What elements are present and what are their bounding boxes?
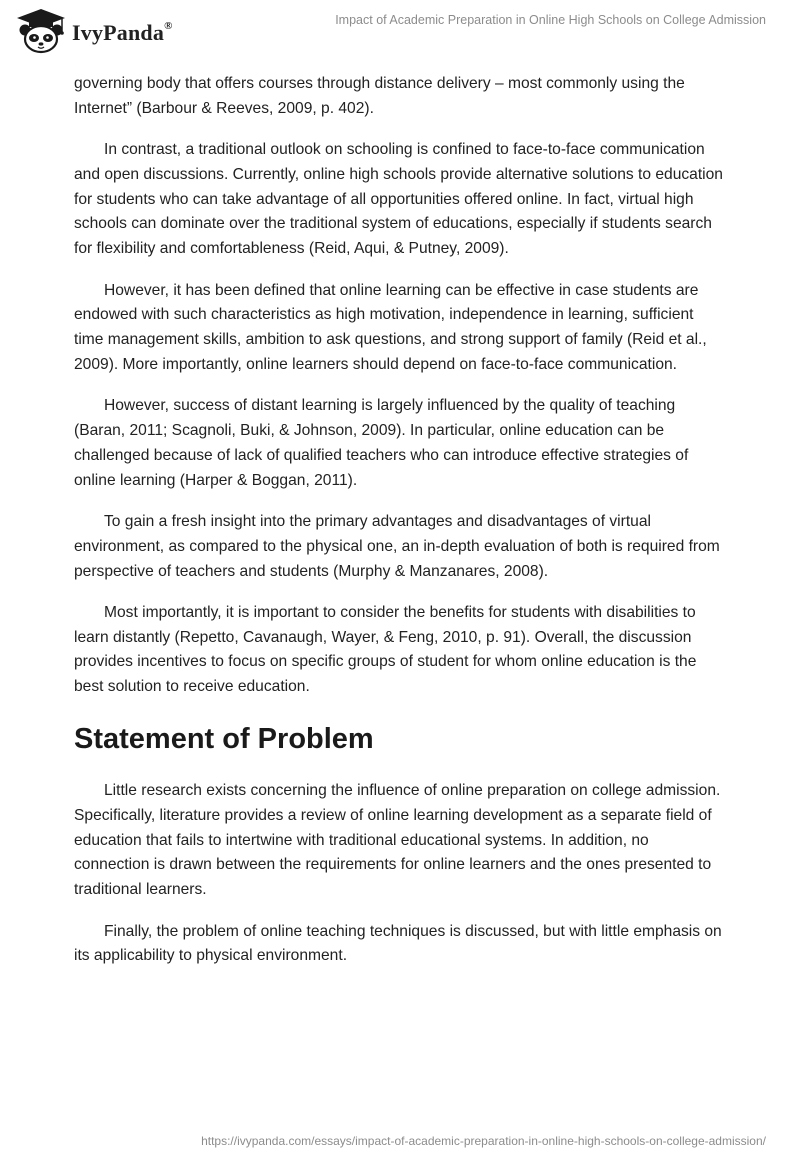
paragraph: However, success of distant learning is largely influenced by the quality of teaching (Baran, 2011; Scagnoli, Buki, & Johnson, 2009). In particular, online education can be challenged because of lack of qualified teachers who can introduce effective strategies of online learning (Harper & Boggan, 2011). — [74, 397, 689, 489]
section-heading: Statement of Problem — [74, 723, 374, 756]
paragraph: Most importantly, it is important to consider the benefits for students with disabilities to learn distantly (Repetto, Cavanaugh, Wayer, & Feng, 2010, p. 91). Overall, the discussion provides incentives to focus on specific groups of student for whom online education is the best solution to receive education. — [74, 603, 697, 696]
page-header — [0, 0, 800, 64]
panda-graduate-icon — [14, 8, 68, 54]
paragraph: However, it has been defined that online learning can be effective in case students are endowed with such characteristics as high motivation, independence in learning, sufficient time management skills, ambition to ask questions, and strong support of family (Reid et al., 2009). More importantly, online learners should depend on face-to-face communication. — [74, 281, 707, 373]
source-url[interactable]: https://ivypanda.com/essays/impact-of-academic-preparation-in-online-high-schools-on-college-admission/ — [201, 1134, 766, 1148]
brand-name: IvyPanda® — [72, 19, 173, 45]
paragraph: In contrast, a traditional outlook on schooling is confined to face-to-face communication and open discussions. Currently, online high schools provide alternative solutions to education for students who can take advantage of all opportunities offered online. In fact, virtual high schools can dominate over the traditional system of educations, especially if students search for flexibility and comfortableness (Reid, Aqui, & Putney, 2009). — [74, 141, 723, 258]
document-title: Impact of Academic Preparation in Online High Schools on College Admission — [335, 13, 766, 27]
essay-body — [74, 72, 724, 986]
registered-mark: ® — [164, 19, 173, 32]
paragraph: governing body that offers courses through distance delivery – most commonly using the Internet” (Barbour & Reeves, 2009, p. 402). — [74, 75, 685, 117]
brand-logo[interactable] — [14, 8, 173, 54]
paragraph: Finally, the problem of online teaching techniques is discussed, but with little emphasis on its applicability to physical environment. — [74, 922, 722, 965]
paragraph: To gain a fresh insight into the primary advantages and disadvantages of virtual environment, as compared to the physical one, an in-depth evaluation of both is required from perspective of teachers and students (Murphy & Manzanares, 2008). — [74, 512, 720, 580]
paragraph: Little research exists concerning the influence of online preparation on college admission. Specifically, literature provides a review of online learning development as a separate field of education that fails to intertwine with traditional educational systems. In addition, no connection is drawn between the requirements for online learners and the ones presented to traditional learners. — [74, 782, 721, 899]
